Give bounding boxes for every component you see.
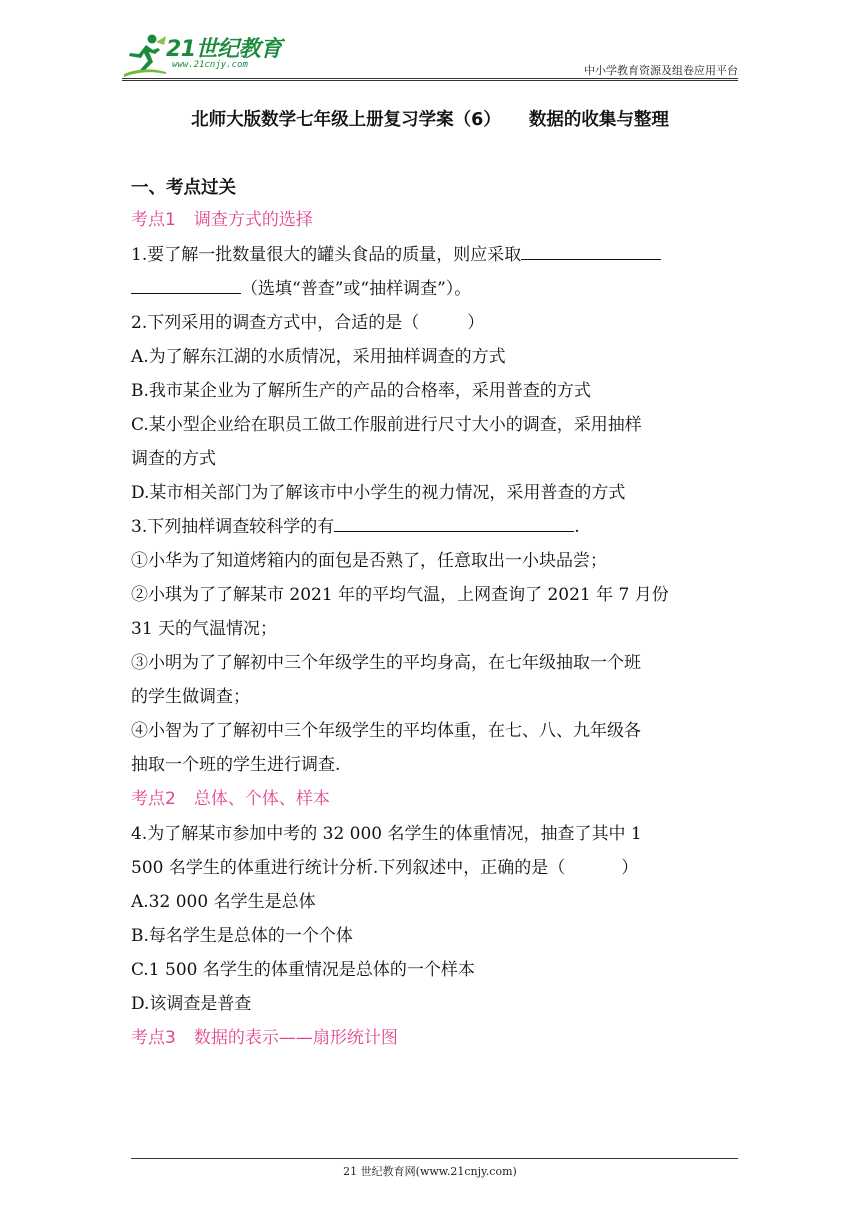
question-3-item-2: ②小琪为了了解某市 2021 年的平均气温，上网查询了 2021 年 7 月份: [131, 585, 669, 605]
answer-blank[interactable]: [521, 243, 661, 260]
question-4-text: 500 名学生的体重进行统计分析.下列叙述中，正确的是（: [131, 858, 566, 878]
question-3-item-1: ①小华为了知道烤箱内的面包是否熟了，任意取出一小块品尝；: [131, 551, 607, 571]
logo-url: www.21cnjy.com: [172, 60, 248, 70]
section-heading: 一、考点过关: [131, 178, 236, 198]
question-3-text: 3.下列抽样调查较科学的有: [131, 517, 335, 537]
kaodian-3-heading: [131, 1026, 398, 1050]
question-2-option-d: D.某市相关部门为了解该市中小学生的视力情况，采用普查的方式: [131, 483, 626, 503]
question-4-option-a: A.32 000 名学生是总体: [131, 892, 316, 912]
kaodian-title: 数据的表示——扇形统计图: [193, 1028, 398, 1048]
kaodian-1-heading: [131, 208, 313, 232]
runner-logo-icon: [122, 32, 168, 78]
question-2-text: 2.下列采用的调查方式中，合适的是（: [131, 313, 420, 333]
question-1-line-1: [131, 243, 661, 267]
kaodian-2-heading: [131, 787, 330, 811]
kaodian-title: 总体、个体、样本: [193, 789, 330, 809]
paren-close: ）: [467, 313, 485, 333]
question-3-item-3-cont: 的学生做调查；: [131, 687, 250, 707]
question-2-stem: [131, 311, 484, 335]
logo: [122, 30, 292, 80]
question-3-item-2-cont: 31 天的气温情况；: [131, 619, 278, 639]
question-4-option-b: B.每名学生是总体的一个个体: [131, 926, 353, 946]
question-2-option-b: B.我市某企业为了解所生产的产品的合格率，采用普查的方式: [131, 381, 591, 401]
question-3-item-4: ④小智为了了解初中三个年级学生的平均体重，在七、八、九年级各: [131, 721, 641, 741]
question-4-stem-line-2: [131, 856, 638, 880]
period: .: [574, 517, 580, 537]
question-1-hint: （选填“普查”或“抽样调查”）。: [241, 279, 472, 299]
kaodian-label: 考点2: [131, 789, 176, 809]
footer-divider: [131, 1158, 738, 1159]
question-4-stem-line-1: 4.为了解某市参加中考的 32 000 名学生的体重情况，抽查了其中 1: [131, 824, 642, 844]
kaodian-label: 考点3: [131, 1028, 176, 1048]
kaodian-title: 调查方式的选择: [193, 210, 313, 230]
title-sub: 数据的收集与整理: [528, 110, 669, 130]
question-3-item-4-cont: 抽取一个班的学生进行调查.: [131, 755, 341, 775]
question-2-option-c: C.某小型企业给在职员工做工作服前进行尺寸大小的调查，采用抽样: [131, 415, 642, 435]
kaodian-label: 考点1: [131, 210, 176, 230]
platform-name: 中小学教育资源及组卷应用平台: [584, 64, 738, 77]
question-1-stem: 1.要了解一批数量很大的罐头食品的质量，则应采取: [131, 245, 522, 265]
question-3-item-3: ③小明为了了解初中三个年级学生的平均身高，在七年级抽取一个班: [131, 653, 641, 673]
title-main: 北师大版数学七年级上册复习学案（6）: [191, 110, 501, 130]
header-divider-secondary: [122, 80, 738, 81]
question-2-option-c-cont: 调查的方式: [131, 449, 216, 469]
question-4-option-c: C.1 500 名学生的体重情况是总体的一个样本: [131, 960, 475, 980]
page-title: [0, 106, 860, 131]
answer-blank-cont[interactable]: [131, 277, 241, 294]
page-header: [122, 30, 738, 80]
question-4-option-d: D.该调查是普查: [131, 994, 252, 1014]
question-2-option-a: A.为了解东江湖的水质情况，采用抽样调查的方式: [131, 347, 506, 367]
answer-blank[interactable]: [334, 515, 574, 532]
question-3-stem: [131, 515, 580, 539]
page-footer: 21 世纪教育网(www.21cnjy.com): [343, 1165, 517, 1178]
logo-text: 21世纪教育: [166, 37, 282, 62]
header-divider: [122, 78, 738, 79]
paren-close: ）: [621, 858, 639, 878]
question-1-line-2: [131, 277, 471, 301]
